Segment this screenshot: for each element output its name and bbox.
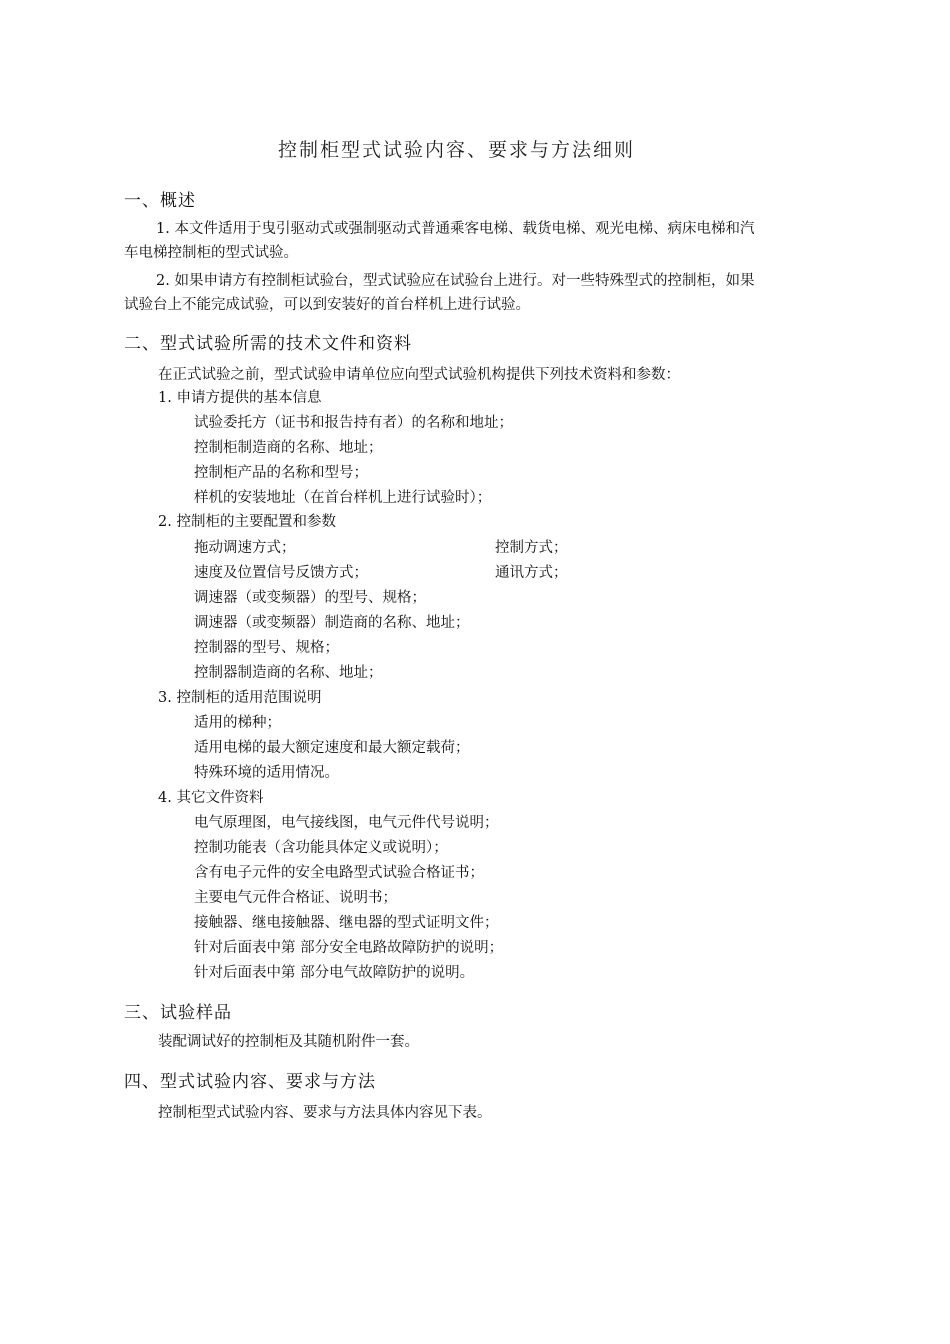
group-scope-label: 3. 控制柜的适用范围说明 (158, 690, 322, 706)
list-item: 适用的梯种； (194, 715, 281, 731)
list-item: 含有电子元件的安全电路型式试验合格证书； (194, 865, 484, 881)
list-item: 控制柜制造商的名称、地址； (194, 440, 383, 456)
list-item: 电气原理图，电气接线图，电气元件代号说明； (194, 815, 499, 831)
list-item: 接触器、继电接触器、继电器的型式证明文件； (194, 915, 499, 931)
list-item: 通讯方式； (495, 565, 568, 581)
group-config-label: 2. 控制柜的主要配置和参数 (158, 514, 336, 530)
group-basic-info-label: 1. 申请方提供的基本信息 (158, 390, 322, 406)
list-item: 控制功能表（含功能具体定义或说明）； (194, 840, 448, 856)
section-heading-test-content: 四、型式试验内容、要求与方法 (124, 1072, 376, 1092)
list-item: 控制器的型号、规格； (194, 640, 339, 656)
samples-text: 装配调试好的控制柜及其随机附件一套。 (158, 1034, 419, 1050)
group-other-docs-label: 4. 其它文件资料 (158, 790, 264, 806)
list-item: 速度及位置信号反馈方式； (194, 565, 368, 581)
overview-paragraph-1-cont: 车电梯控制柜的型式试验。 (124, 245, 298, 261)
list-item: 特殊环境的适用情况。 (194, 765, 339, 781)
overview-paragraph-1: 1. 本文件适用于曳引驱动式或强制驱动式普通乘客电梯、载货电梯、观光电梯、病床电梯和汽 (156, 221, 755, 237)
list-item: 拖动调速方式； (194, 540, 296, 556)
section-heading-overview: 一、概述 (124, 191, 196, 211)
overview-paragraph-2-cont: 试验台上不能完成试验，可以到安装好的首台样机上进行试验。 (124, 297, 530, 313)
list-item: 调速器（或变频器）的型号、规格； (194, 590, 426, 606)
document-title: 控制柜型式试验内容、要求与方法细则 (278, 139, 636, 161)
list-item: 控制方式； (495, 540, 568, 556)
documents-intro: 在正式试验之前，型式试验申请单位应向型式试验机构提供下列技术资料和参数： (158, 367, 680, 383)
list-item: 针对后面表中第 部分电气故障防护的说明。 (194, 965, 475, 981)
list-item: 主要电气元件合格证、说明书； (194, 890, 397, 906)
overview-paragraph-2: 2. 如果申请方有控制柜试验台，型式试验应在试验台上进行。对一些特殊型式的控制柜，如果 (156, 273, 755, 289)
list-item: 调速器（或变频器）制造商的名称、地址； (194, 615, 470, 631)
list-item: 样机的安装地址（在首台样机上进行试验时）； (194, 490, 492, 506)
list-item: 控制柜产品的名称和型号； (194, 465, 368, 481)
section-heading-samples: 三、试验样品 (124, 1003, 232, 1023)
list-item: 针对后面表中第 部分安全电路故障防护的说明； (194, 940, 504, 956)
list-item: 试验委托方（证书和报告持有者）的名称和地址； (194, 415, 513, 431)
list-item: 控制器制造商的名称、地址； (194, 665, 383, 681)
test-content-text: 控制柜型式试验内容、要求与方法具体内容见下表。 (158, 1105, 492, 1121)
section-heading-documents: 二、型式试验所需的技术文件和资料 (124, 334, 412, 354)
list-item: 适用电梯的最大额定速度和最大额定载荷； (194, 740, 470, 756)
